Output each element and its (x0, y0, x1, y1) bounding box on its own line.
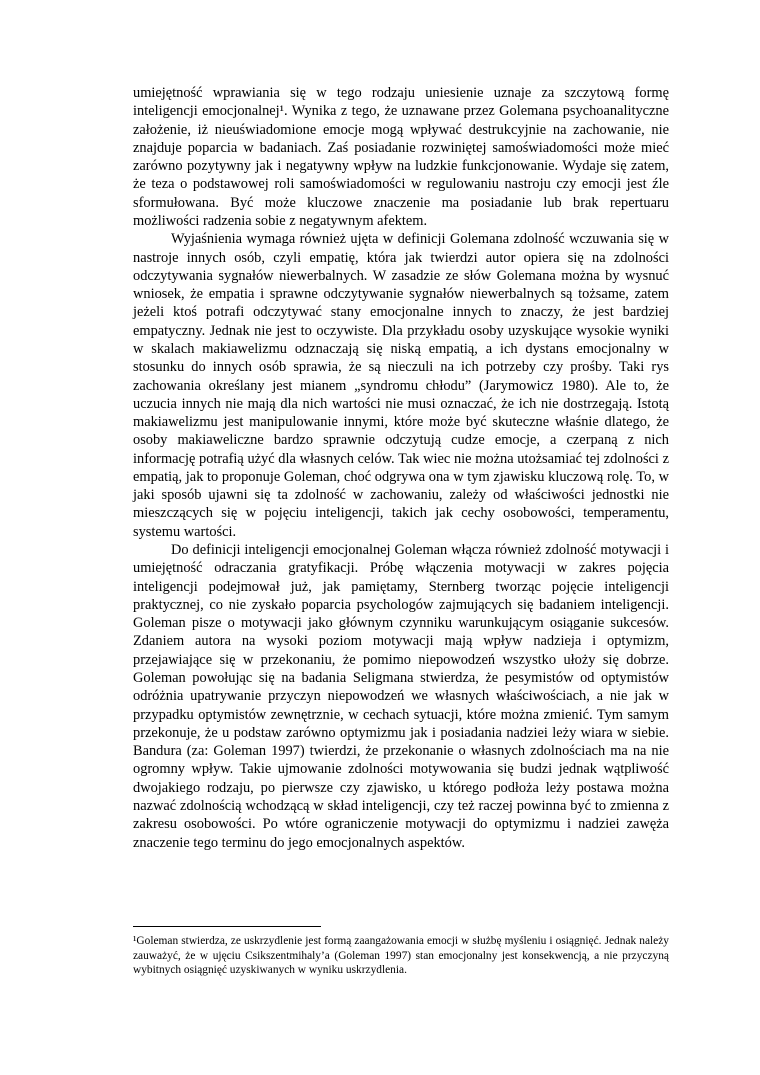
body-paragraph-2: Wyjaśnienia wymaga również ujęta w definicji Golemana zdolność wczuwania się w nastroje innych osób, czyli empatię, która jak twierdzi autor opiera się na zdolności odczytywania sygnałów niewerbalnych. W zasadzie ze słów Golemana można by wysnuć wniosek, że empatia i sprawne odczytywanie sygnałów niewerbalnych są tożsame, zatem jeżeli ktoś potrafi odczytywać stany emocjonalne innych to znaczy, że jest bardziej empatyczny. Jednak nie jest to oczywiste. Dla przykładu osoby uzyskujące wysokie wyniki w skalach makiawelizmu odznaczają się niską empatią, a ich dystans emocjonalny w stosunku do innych osób sprawia, że są nieczuli na ich potrzeby czy prośby. Taki rys zachowania określany jest mianem „syndromu chłodu” (Jarymowicz 1980). Ale to, że uczucia innych nie mają dla nich wartości nie musi oznaczać, że ich nie dostrzegają. Istotą makiawelizmu jest manipulowanie innymi, które może być skuteczne właśnie dlatego, że osoby makiaweliczne bardzo sprawnie odczytują cudze emocje, a czerpaną z nich informację potrafią użyć dla własnych celów. Tak wiec nie można utożsamiać tej zdolności z empatią, jak to proponuje Goleman, choć odgrywa ona w tym zjawisku kluczową rolę. To, w jaki sposób ujawni się ta zdolność w zachowaniu, zależy od właściwości jednostki nie mieszczących się w pojęciu inteligencji, takich jak cechy osobowości, temperamentu, systemu wartości. (133, 231, 669, 540)
footnote-area (133, 926, 669, 978)
body-text-block (133, 84, 669, 852)
body-paragraph-1: umiejętność wprawiania się w tego rodzaju uniesienie uznaje za szczytową formę inteligencji emocjonalnej¹. Wynika z tego, że uznawane przez Golemana psychoanalityczne założenie, iż nieuświadomione emocje mogą wpływać destrukcyjnie na zachowanie, nie znajduje poparcia w badaniach. Zaś posiadanie rozwiniętej samoświadomości może mieć zarówno pozytywny jak i negatywny wpływ na ludzkie funkcjonowanie. Wydaje się zatem, że teza o podstawowej roli samoświadomości w regulowaniu nastroju czy emocji jest źle sformułowana. Być może kluczowe znaczenie ma posiadanie lub brak repertuaru możliwości radzenia sobie z negatywnym afektem. (133, 85, 669, 229)
footnote-separator-rule (133, 926, 321, 927)
body-paragraph-3: Do definicji inteligencji emocjonalnej Goleman włącza również zdolność motywacji i umiejętność odraczania gratyfikacji. Próbę włączenia motywacji w zakres pojęcia inteligencji podejmował już, jak pamiętamy, Sternberg tworząc pojęcie inteligencji praktycznej, co nie zyskało poparcia psychologów zajmujących się badaniem inteligencji. Goleman pisze o motywacji jako głównym czynniku warunkującym osiąganie sukcesów. Zdaniem autora na wysoki poziom motywacji mają wpływ nadzieja i optymizm, przejawiające się w przekonaniu, że pomimo niepowodzeń wszystko ułoży się dobrze. Goleman powołując się na badania Seligmana stwierdza, że pesymistów od optymistów odróżnia upatrywanie przyczyn niepowodzeń we własnych właściwościach, a nie jak w przypadku optymistów zewnętrznie, w cechach sytuacji, które można zmienić. Tym samym przekonuje, że u podstaw zarówno optymizmu jak i posiadania nadziei leży wiara w siebie. Bandura (za: Goleman 1997) twierdzi, że przekonanie o własnych zdolnościach ma na nie ogromny wpływ. Takie ujmowanie zdolności motywowania się budzi jednak wątpliwość dwojakiego rodzaju, po pierwsze czy zjawisko, u którego podłoża leży postawa można nazwać zdolnością wchodzącą w skład inteligencji, czy też raczej powinna być to zmienna z zakresu osobowości. Po wtóre ograniczenie motywacji do optymizmu i nadziei zawęża znaczenie tego terminu do jego emocjonalnych aspektów. (133, 542, 669, 851)
footnote-text: ¹Goleman stwierdza, ze uskrzydlenie jest formą zaangażowania emocji w służbę myśleniu i osiągnięć. Jednak należy zauważyć, że w ujęciu Csikszentmihaly’a (Goleman 1997) stan emocjonalny jest konsekwencją, a nie przyczyną wybitnych osiągnięć uzyskiwanych w wyniku uskrzydlenia. (133, 935, 669, 977)
